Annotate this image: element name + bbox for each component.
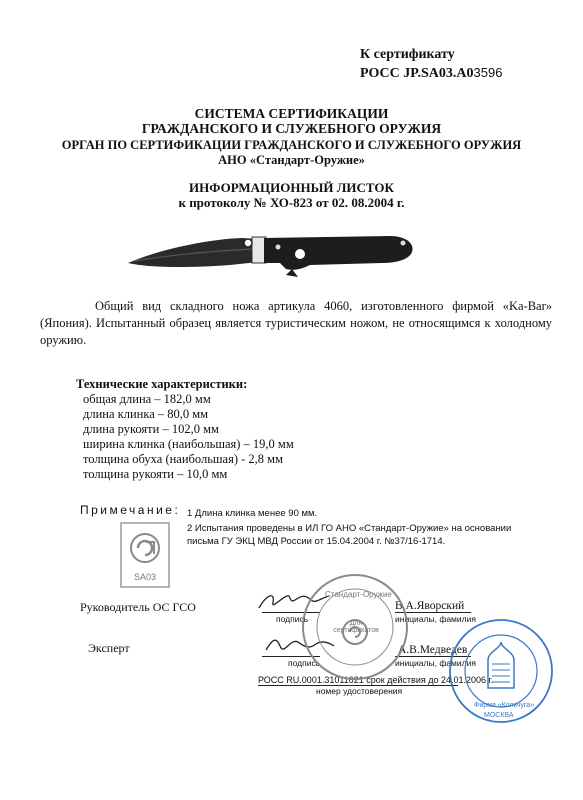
expert-role: Эксперт	[88, 641, 130, 655]
head-role: Руководитель ОС ГСО	[80, 600, 196, 614]
cert-ref-line2	[360, 64, 502, 83]
system-title-line2: ГРАЖДАНСКОГО И СЛУЖЕБНОГО ОРУЖИЯ	[141, 121, 442, 136]
organ-stamp-text: Стандарт-Оружие	[325, 590, 392, 599]
cert-ref-number: 3596	[473, 65, 503, 80]
company-stamp-bottom: МОСКВА	[484, 712, 514, 719]
system-title-line1: СИСТЕМА СЕРТИФИКАЦИИ	[194, 106, 389, 121]
expert-name: А.В.Медведев	[398, 644, 468, 656]
spec-item: длина рукояти – 102,0 мм	[83, 422, 219, 436]
expert-signature-caption: подпись	[288, 658, 321, 668]
description-paragraph: Общий вид складного ножа артикула 4060, изготовленного фирмой «Ka-Bar» (Япония). Испытанный образец является туристическим ножом, не относящимся к холодному оружию.	[40, 299, 552, 347]
accreditation-caption: номер удостоверения	[316, 686, 403, 696]
spec-item: длина клинка – 80,0 мм	[83, 407, 209, 421]
head-name: В.А.Яворский	[395, 600, 465, 612]
organ-title-line1: ОРГАН ПО СЕРТИФИКАЦИИ ГРАЖДАНСКОГО И СЛУЖЕБНОГО ОРУЖИЯ	[61, 138, 522, 152]
organ-title-line2: АНО «Стандарт-Оружие»	[218, 153, 365, 167]
cert-ref-line1: К сертификату	[360, 47, 455, 62]
spec-item: толщина рукояти – 10,0 мм	[83, 467, 228, 481]
knife-image	[120, 225, 420, 285]
accreditation-number: РОСС RU.0001.31011621 срок действия до 24.01.2006 г.	[258, 675, 494, 685]
mark-code: SA03	[133, 572, 157, 582]
certification-mark	[120, 522, 170, 588]
notes-label: Примечание:	[80, 503, 181, 517]
note-1: 1 Длина клинка менее 90 мм.	[187, 508, 318, 519]
company-stamp-text: Фирма «Кольчуга»	[474, 702, 535, 709]
spec-item: общая длина – 182,0 мм	[83, 392, 211, 406]
specs-heading: Технические характеристики:	[76, 377, 248, 391]
note-2-line1: 2 Испытания проведены в ИЛ ГО АНО «Стандарт-Оружие» на основании	[187, 523, 512, 534]
certificate-reference	[360, 46, 502, 83]
organ-stamp-inner: Для сертификатов	[333, 620, 379, 634]
expert-name-caption: инициалы, фамилия	[395, 658, 476, 668]
info-sheet-title: ИНФОРМАЦИОННЫЙ ЛИСТОК	[189, 180, 394, 195]
spec-item: толщина обуха (наибольшая) - 2,8 мм	[83, 452, 283, 466]
head-signature-caption: подпись	[276, 614, 309, 624]
cert-ref-prefix: РОСС JP.SA03.A0	[360, 66, 474, 81]
spec-item: ширина клинка (наибольшая) – 19,0 мм	[83, 437, 294, 451]
head-name-caption: инициалы, фамилия	[395, 614, 476, 624]
info-sheet-subtitle: к протоколу № ХО-823 от 02. 08.2004 г.	[178, 195, 405, 210]
note-2-line2: письма ГУ ЭКЦ МВД России от 15.04.2004 г. №37/16-1714.	[187, 536, 446, 547]
